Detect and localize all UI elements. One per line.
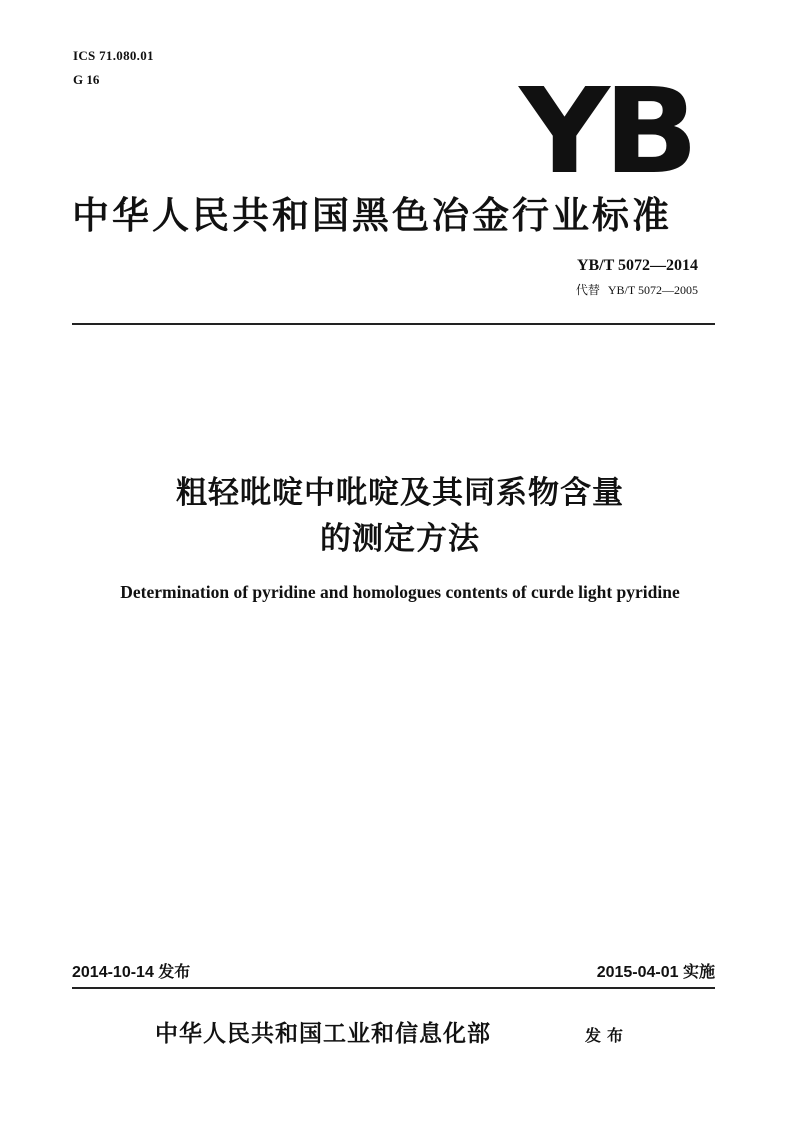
ccs-code: G 16 <box>73 72 100 87</box>
replaced-standard-number: YB/T 5072—2005 <box>607 283 698 297</box>
industry-standard-title: 中华人民共和国黑色冶金行业标准 <box>72 194 672 237</box>
issuing-authority: 中华人民共和国工业和信息化部 <box>155 1020 491 1047</box>
issue-date: 2014-10-14 发布 <box>72 964 191 981</box>
implementation-date: 2015-04-01 实施 <box>596 964 715 981</box>
standard-number: YB/T 5072—2014 <box>576 257 698 274</box>
title-line-1: 粗轻吡啶中吡啶及其同系物含量 <box>176 475 624 511</box>
document-title <box>0 470 800 562</box>
replaces-label: 代替 <box>575 283 600 297</box>
top-divider <box>72 323 715 325</box>
ics-code: ICS 71.080.01 <box>73 48 154 63</box>
publish-label: 发布 <box>585 1026 630 1045</box>
yb-logo: YB <box>518 62 692 200</box>
english-title: Determination of pyridine and homologues contents of curde light pyridine <box>120 582 680 602</box>
bottom-divider <box>72 987 715 989</box>
title-line-2: 的测定方法 <box>320 521 480 557</box>
replaces-line <box>576 282 698 298</box>
